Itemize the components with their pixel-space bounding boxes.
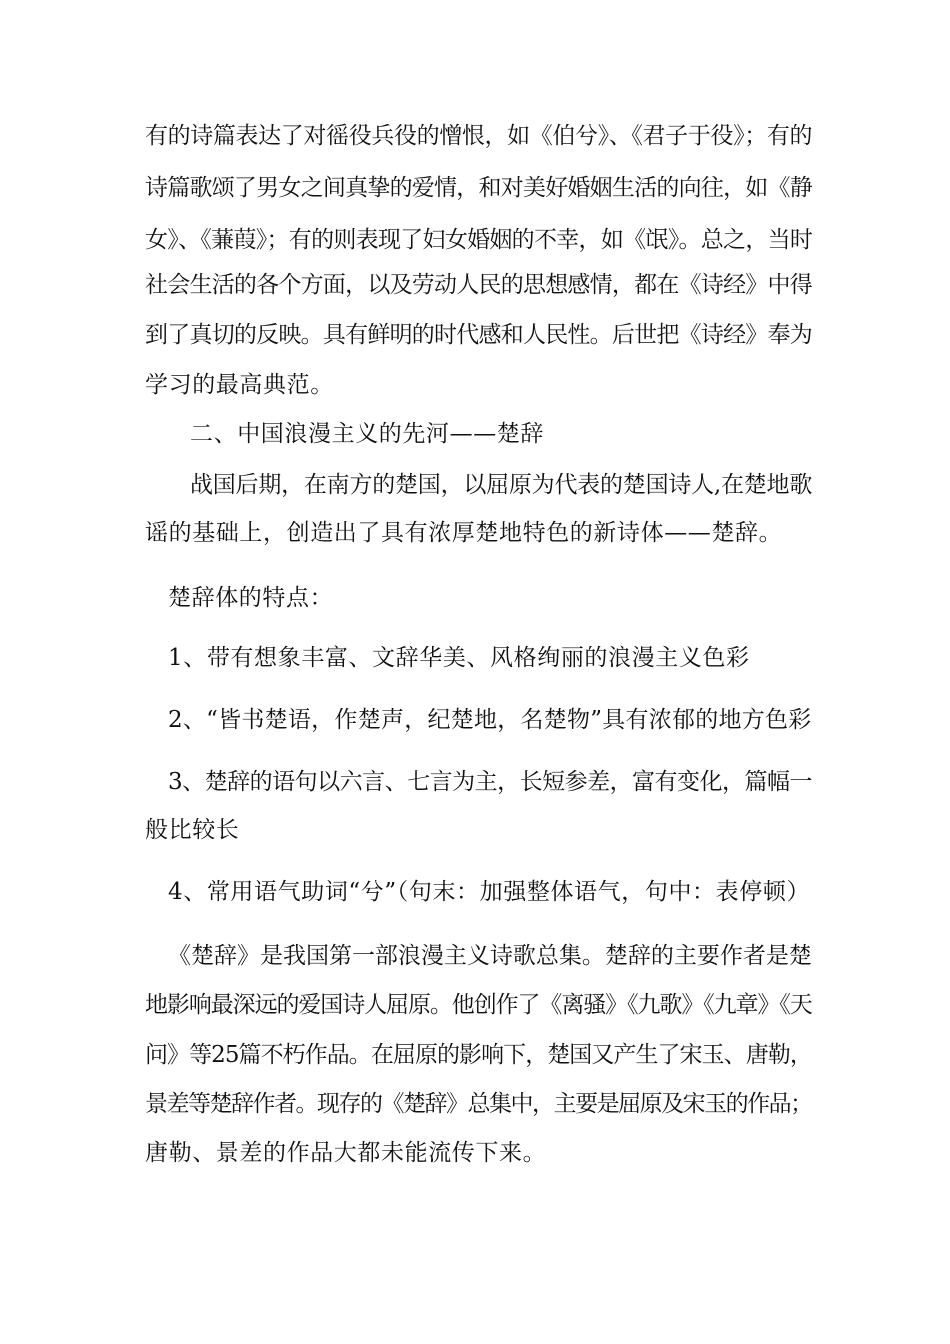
list-item: 1、带有想象丰富、文辞华美、风格绚丽的浪漫主义色彩 [168, 645, 750, 671]
text-line: 唐勒、景差的作品大都未能流传下来。 [145, 1140, 547, 1166]
list-item: 2、“皆书楚语，作楚声，纪楚地，名楚物”具有浓郁的地方色彩 [168, 707, 812, 733]
list-item: 4、常用语气助词“兮”（句末：加强整体语气，句中：表停顿） [168, 879, 811, 905]
section-heading: 二、中国浪漫主义的先河——楚辞 [190, 421, 544, 447]
text-line: 学习的最高典范。 [145, 372, 334, 398]
text-line: 景差等楚辞作者。现存的《楚辞》总集中，主要是屈原及宋玉的作品； [145, 1091, 812, 1117]
text-line: 社会生活的各个方面，以及劳动人民的思想感情，都在《诗经》中得 [145, 272, 813, 298]
text-line: 战国后期，在南方的楚国，以屈原为代表的楚国诗人,在楚地歌 [190, 472, 813, 498]
list-item: 3、楚辞的语句以六言、七言为主，长短参差，富有变化，篇幅一 [168, 769, 813, 795]
text-line: 诗篇歌颂了男女之间真挚的爱情，和对美好婚姻生活的向往，如《静 [145, 175, 813, 201]
text-line: 谣的基础上，创造出了具有浓厚楚地特色的新诗体——楚辞。 [145, 520, 783, 546]
text-line: 到了真切的反映。具有鲜明的时代感和人民性。后世把《诗经》奉为 [145, 322, 813, 348]
text-line: 问》等25篇不朽作品。在屈原的影响下，楚国又产生了宋玉、唐勒， [145, 1042, 812, 1068]
text-line: 有的诗篇表达了对徭役兵役的憎恨，如《伯兮》、《君子于役》；有的 [145, 123, 813, 149]
list-heading: 楚辞体的特点： [168, 585, 334, 611]
text-line: 女》、《蒹葭》；有的则表现了妇女婚姻的不幸，如《氓》。总之，当时 [145, 227, 813, 253]
text-line: 般比较长 [145, 817, 240, 843]
text-line: 《楚辞》是我国第一部浪漫主义诗歌总集。楚辞的主要作者是楚 [168, 943, 812, 969]
text-line: 地影响最深远的爱国诗人屈原。他创作了《离骚》《九歌》《九章》《天 [145, 992, 812, 1018]
